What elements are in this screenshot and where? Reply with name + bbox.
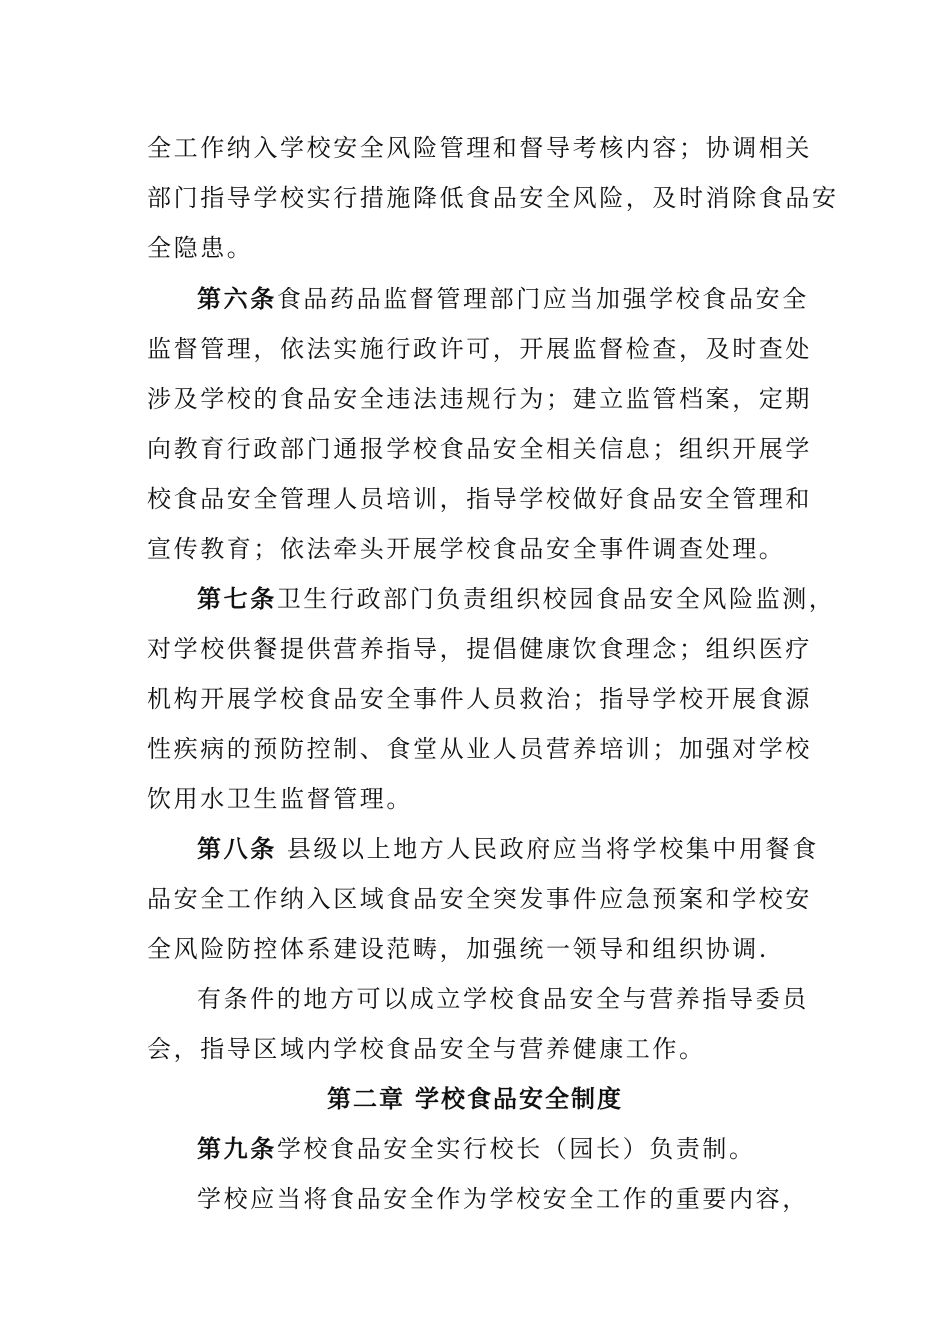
paragraph-line: 机构开展学校食品安全事件人员救治；指导学校开展食源	[147, 685, 812, 713]
paragraph-line: 全隐患。	[147, 234, 254, 262]
paragraph-line: 全工作纳入学校安全风险管理和督导考核内容；协调相关	[147, 134, 812, 162]
paragraph-line: 宣传教育；依法牵头开展学校食品安全事件调查处理。	[147, 535, 786, 563]
chapter-title: 学校食品安全制度	[415, 1085, 623, 1113]
article-7-text: 卫生行政部门负责组织校园食品安全风险监测，	[276, 585, 836, 613]
article-8-first-line	[197, 834, 819, 864]
article-7-title: 第七条	[197, 585, 277, 613]
paragraph-line: 品安全工作纳入区域食品安全突发事件应急预案和学校安	[147, 885, 812, 913]
article-8-text: 县级以上地方人民政府应当将学校集中用餐食	[286, 835, 819, 863]
article-9-text: 学校食品安全实行校长（园长）负责制。	[276, 1135, 756, 1163]
article-8-title: 第八条	[197, 835, 277, 863]
paragraph-line: 性疾病的预防控制、食堂从业人员营养培训；加强对学校	[147, 735, 812, 763]
paragraph-line: 涉及学校的食品安全违法违规行为；建立监管档案，定期	[147, 385, 812, 413]
paragraph-line: 监督管理，依法实施行政许可，开展监督检查，及时查处	[147, 335, 812, 363]
chapter-heading	[0, 1084, 950, 1114]
article-6-first-line	[197, 284, 807, 314]
article-9-title: 第九条	[197, 1135, 277, 1163]
article-6-text: 食品药品监督管理部门应当加强学校食品安全	[276, 285, 809, 313]
chapter-number: 第二章	[327, 1085, 405, 1113]
paragraph-line: 对学校供餐提供营养指导，提倡健康饮食理念；组织医疗	[147, 635, 812, 663]
paragraph-line: 校食品安全管理人员培训，指导学校做好食品安全管理和	[147, 485, 812, 513]
article-6-title: 第六条	[197, 285, 277, 313]
paragraph-line: 会，指导区域内学校食品安全与营养健康工作。	[147, 1035, 706, 1063]
paragraph-line: 全风险防控体系建设范畴，加强统一领导和组织协调.	[147, 935, 770, 963]
article-7-first-line	[197, 584, 836, 614]
paragraph-line: 饮用水卫生监督管理。	[147, 785, 413, 813]
paragraph-line: 有条件的地方可以成立学校食品安全与营养指导委员	[197, 985, 809, 1013]
paragraph-line: 向教育行政部门通报学校食品安全相关信息；组织开展学	[147, 435, 812, 463]
paragraph-line: 部门指导学校实行措施降低食品安全风险，及时消除食品安	[147, 184, 839, 212]
article-9-first-line	[197, 1134, 807, 1164]
paragraph-line: 学校应当将食品安全作为学校安全工作的重要内容，	[197, 1185, 809, 1213]
